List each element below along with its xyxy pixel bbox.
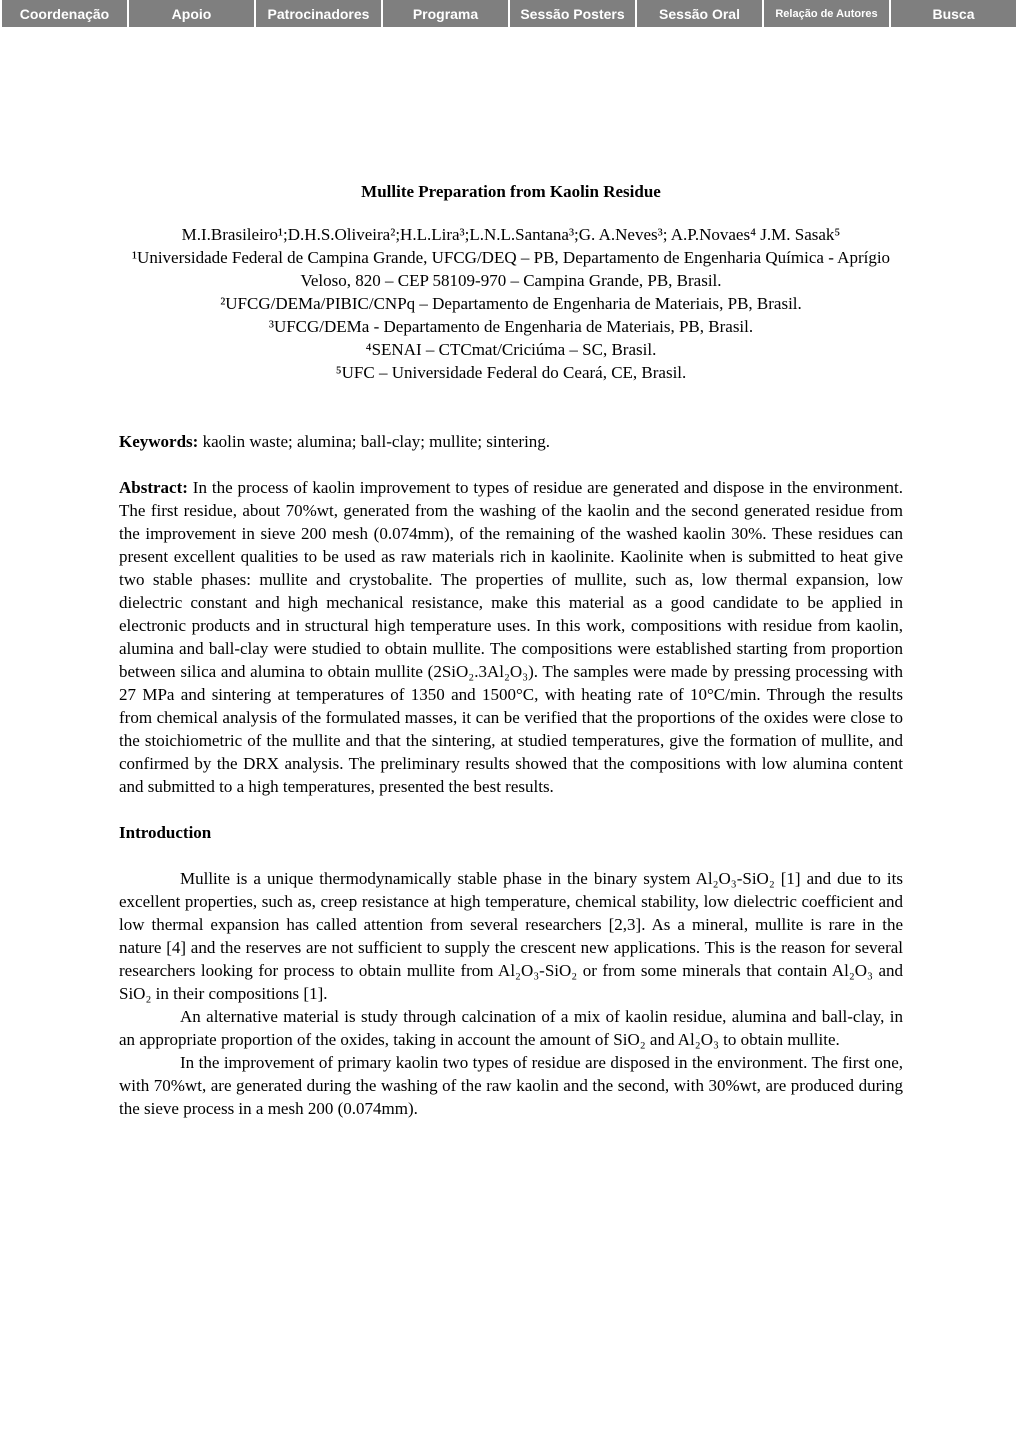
abstract-text: In the process of kaolin improvement to types of residue are generated and dispose in the environment. The first residue, about 70%wt, generated from the washing of the kaolin and the second generated residue from the improvement in sieve 200 mesh (0.074mm), of the remaining of the washed kaolin 30%. These residues can present excellent qualities to be used as raw materials rich in kaolinite. Kaolinite when is submitted to heat give two stable phases: mullite and crystobalite. The properties of mullite, such as, low thermal expansion, low dielectric constant and high mechanical resistance, make this material as a good candidate to be applied in electronic products and in structural high temperature uses. In this work, compositions with residue from kaolin, alumina and ball-clay were studied to obtain mullite. The compositions were established starting from proportion between silica and alumina to obtain mullite (2SiO₂.3Al₂O₃). The samples were made by pressing processing with 27 MPa and sintering at temperatures of 1350 and 1500°C, with heating rate of 10°C/min. Through the results from chemical analysis of the formulated masses, it can be verified that the proportions of the oxides were close to the stoichiometric of the mullite and that the sintering, at studied temperatures, give the formation of mullite, and confirmed by the DRX analysis. The preliminary results showed that the compositions with low alumina content and submitted to a high temperatures, presented the best results. xyxy=(119,478,903,796)
affiliation-2: ²UFCG/DEMa/PIBIC/CNPq – Departamento de Engenharia de Materiais, PB, Brasil. xyxy=(220,294,802,313)
nav-patrocinadores[interactable]: Patrocinadores xyxy=(256,0,381,27)
paper-title: Mullite Preparation from Kaolin Residue xyxy=(361,182,661,201)
affiliation-3: ³UFCG/DEMa - Departamento de Engenharia de Materiais, PB, Brasil. xyxy=(268,317,754,336)
intro-paragraph-1: Mullite is a unique thermodynamically stable phase in the binary system Al₂O₃-SiO₂ [1] and due to its excellent properties, such as, creep resistance at high temperature, chemical stability, low dielectric coefficient and low thermal expansion has called attention from several researchers [2,3]. As a mineral, mullite is rare in the nature [4] and the reserves are not sufficient to supply the crescent new applications. This is the reason for several researchers looking for process to obtain mullite from Al₂O₃-SiO₂ or from some minerals that contain Al₂O₃ and SiO₂ in their compositions [1]. xyxy=(119,869,903,1003)
abstract xyxy=(119,476,903,798)
nav-apoio[interactable]: Apoio xyxy=(129,0,254,27)
keywords-label: Keywords: xyxy=(119,432,199,451)
affiliation-1: ¹Universidade Federal de Campina Grande, UFCG/DEQ – PB, Departamento de Engenharia Química - Aprígio Veloso, 820 – CEP 58109-970 – Campina Grande, PB, Brasil. xyxy=(131,248,891,290)
nav-busca[interactable]: Busca xyxy=(891,0,1016,27)
affiliation-5: ⁵UFC – Universidade Federal do Ceará, CE, Brasil. xyxy=(335,363,687,382)
nav-coordenacao[interactable]: Coordenação xyxy=(2,0,127,27)
introduction-heading-text: Introduction xyxy=(119,823,212,842)
abstract-label: Abstract: xyxy=(119,478,188,497)
nav-sessao-oral[interactable]: Sessão Oral xyxy=(637,0,762,27)
keywords-text: kaolin waste; alumina; ball-clay; mullite; sintering. xyxy=(198,432,551,451)
intro-paragraph-2: An alternative material is study through calcination of a mix of kaolin residue, alumina and ball-clay, in an appropriate proportion of the oxides, taking in account the amount of SiO₂ and Al₂O₃ to obtain mullite. xyxy=(119,1007,903,1049)
top-navigation xyxy=(0,0,1020,28)
nav-sessao-posters[interactable]: Sessão Posters xyxy=(510,0,635,27)
introduction-heading xyxy=(119,821,903,844)
authors: M.I.Brasileiro¹;D.H.S.Oliveira²;H.L.Lira³;L.N.L.Santana³;G. A.Neves³; A.P.Novaes⁴ J.M. Sasak⁵ xyxy=(181,225,841,244)
keywords xyxy=(119,430,903,453)
affiliation-4: ⁴SENAI – CTCmat/Criciúma – SC, Brasil. xyxy=(365,340,657,359)
intro-paragraph-3: In the improvement of primary kaolin two types of residue are disposed in the environment. The first one, with 70%wt, are generated during the washing of the raw kaolin and the second, with 30%wt, are produced during the sieve process in a mesh 200 (0.074mm). xyxy=(119,1053,903,1118)
document-body xyxy=(119,180,903,1120)
nav-programa[interactable]: Programa xyxy=(383,0,508,27)
nav-relacao-autores[interactable]: Relação de Autores xyxy=(764,0,889,27)
